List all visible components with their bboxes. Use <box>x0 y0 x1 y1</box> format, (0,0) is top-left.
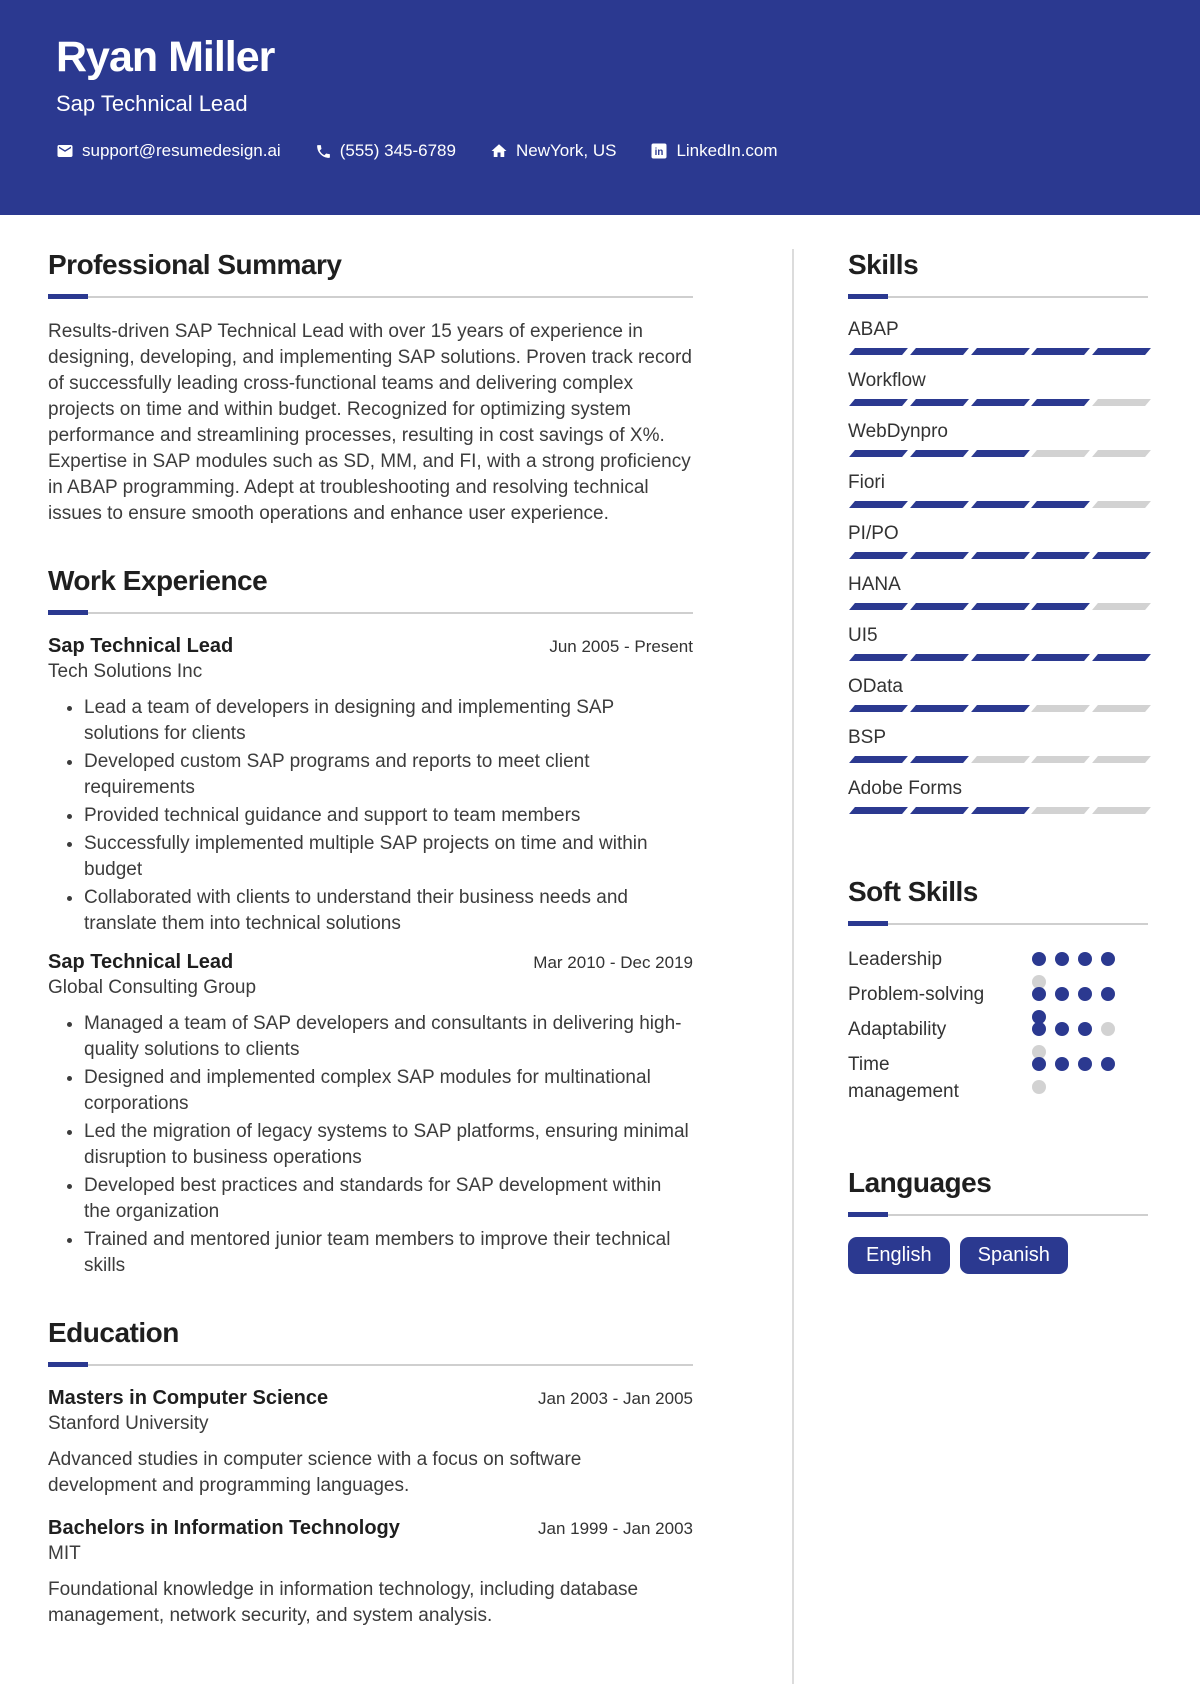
skill-bar-segment <box>849 603 908 610</box>
skill-item <box>848 625 1148 661</box>
skills-heading: Skills <box>848 249 919 280</box>
resume-header <box>0 0 1200 215</box>
rating-dot <box>1032 1022 1046 1036</box>
skill-bar-segment <box>1092 501 1151 508</box>
job-header-row <box>48 635 693 658</box>
skill-bar-segment <box>1092 654 1151 661</box>
language-chip: Spanish <box>960 1237 1068 1274</box>
job-dates: Jun 2005 - Present <box>549 637 693 656</box>
section-rule <box>848 1212 1148 1217</box>
skill-item <box>848 421 1148 457</box>
job-bullet: • Provided technical guidance and support to team members <box>84 803 693 829</box>
email-icon <box>56 142 74 160</box>
skill-bar-segment <box>1031 348 1090 355</box>
education-list <box>48 1387 693 1629</box>
person-name: Ryan Miller <box>56 33 275 81</box>
job-bullet-list <box>48 695 693 937</box>
skill-name: WebDynpro <box>848 421 948 442</box>
skill-bar-segment <box>971 450 1030 457</box>
rating-dot <box>1055 1057 1069 1071</box>
summary-heading: Professional Summary <box>48 249 342 280</box>
skill-bar <box>852 603 1148 610</box>
linkedin-icon <box>650 142 668 160</box>
soft-skill-row <box>848 1051 1148 1105</box>
skill-bar-segment <box>910 501 969 508</box>
skill-bar-segment <box>849 501 908 508</box>
soft-skill-dots <box>1032 952 1128 966</box>
soft-skill-name: Leadership <box>848 949 943 970</box>
soft-skill-row <box>848 981 1148 1008</box>
summary-section <box>48 249 693 527</box>
skill-bar-segment <box>910 348 969 355</box>
skill-name: BSP <box>848 727 887 748</box>
contact-text: support@resumedesign.ai <box>82 141 281 161</box>
phone-icon <box>315 143 332 160</box>
job-bullet: • Designed and implemented complex SAP modules for multinational corporations <box>84 1065 693 1117</box>
soft-skill-name: Problem-solving <box>848 984 985 1005</box>
languages-heading: Languages <box>848 1167 992 1198</box>
experience-heading: Work Experience <box>48 565 268 596</box>
skill-bar-segment <box>1031 399 1090 406</box>
rating-dot <box>1055 952 1069 966</box>
rating-dot <box>1101 952 1115 966</box>
skill-list <box>848 319 1148 814</box>
section-rule <box>848 921 1148 926</box>
rating-dot <box>1078 1057 1092 1071</box>
rating-dot <box>1101 1057 1115 1071</box>
person-job-title: Sap Technical Lead <box>56 91 248 117</box>
job-list <box>48 635 693 1279</box>
job-bullet: • Successfully implemented multiple SAP projects on time and within budget <box>84 831 693 883</box>
skill-bar-segment <box>971 756 1030 763</box>
skill-bar-segment <box>1031 603 1090 610</box>
section-rule <box>48 1362 693 1367</box>
skill-name: ABAP <box>848 319 899 340</box>
soft-skill-row <box>848 946 1148 973</box>
education-entry <box>48 1517 693 1629</box>
skill-bar-segment <box>1092 603 1151 610</box>
rating-dot <box>1055 1022 1069 1036</box>
skill-item <box>848 778 1148 814</box>
education-dates: Jan 2003 - Jan 2005 <box>537 1389 693 1408</box>
rule-line <box>48 612 693 614</box>
contact-row <box>56 141 1144 161</box>
skill-bar-segment <box>849 705 908 712</box>
skill-item <box>848 370 1148 406</box>
contact-item[interactable] <box>56 141 281 161</box>
language-chip: English <box>848 1237 950 1274</box>
rating-dot <box>1032 1057 1046 1071</box>
skill-bar-segment <box>971 501 1030 508</box>
education-dates: Jan 1999 - Jan 2003 <box>537 1519 693 1538</box>
content-columns <box>0 215 1200 1684</box>
job-dates: Mar 2010 - Dec 2019 <box>533 953 693 972</box>
skill-name: PI/PO <box>848 523 899 544</box>
education-section <box>48 1317 693 1629</box>
skill-bar-segment <box>971 348 1030 355</box>
school-name: MIT <box>48 1543 81 1564</box>
soft-skill-list <box>848 946 1148 1105</box>
skill-bar <box>852 450 1148 457</box>
skills-section <box>848 249 1148 814</box>
skill-bar-segment <box>910 654 969 661</box>
skill-bar-segment <box>849 348 908 355</box>
svg-text:in: in <box>655 147 664 159</box>
contact-item[interactable] <box>650 141 777 161</box>
skill-bar-segment <box>1092 756 1151 763</box>
rule-accent <box>48 1362 88 1367</box>
languages-section <box>848 1167 1148 1274</box>
skill-name: HANA <box>848 574 901 595</box>
skill-bar-segment <box>910 756 969 763</box>
skill-bar-segment <box>971 603 1030 610</box>
skill-bar <box>852 552 1148 559</box>
contact-item[interactable] <box>490 141 616 161</box>
skill-bar-segment <box>1092 552 1151 559</box>
soft-skill-row <box>848 1016 1148 1043</box>
job-bullet: • Lead a team of developers in designing and implementing SAP solutions for clients <box>84 695 693 747</box>
rule-accent <box>48 610 88 615</box>
skill-name: Adobe Forms <box>848 778 963 799</box>
skill-bar <box>852 654 1148 661</box>
rating-dot <box>1101 1022 1115 1036</box>
job-bullet: • Developed custom SAP programs and reports to meet client requirements <box>84 749 693 801</box>
skill-item <box>848 523 1148 559</box>
job-entry <box>48 951 693 1279</box>
skill-item <box>848 472 1148 508</box>
rating-dot <box>1055 987 1069 1001</box>
sidebar-column <box>848 249 1148 1684</box>
skill-bar-segment <box>910 450 969 457</box>
education-description: Advanced studies in computer science with a focus on software development and programming languages. <box>48 1449 582 1496</box>
skill-item <box>848 319 1148 355</box>
language-list <box>848 1237 1148 1274</box>
skill-bar-segment <box>971 399 1030 406</box>
skill-bar-segment <box>971 807 1030 814</box>
skill-bar <box>852 807 1148 814</box>
rating-dot <box>1032 1080 1046 1094</box>
skill-bar-segment <box>849 654 908 661</box>
education-header-row <box>48 1387 693 1410</box>
skill-bar-segment <box>1092 705 1151 712</box>
skill-bar-segment <box>1031 756 1090 763</box>
job-bullet: • Trained and mentored junior team members to improve their technical skills <box>84 1227 693 1279</box>
section-rule <box>48 294 693 299</box>
rule-line <box>48 1364 693 1366</box>
skill-bar-segment <box>1031 705 1090 712</box>
education-heading: Education <box>48 1317 179 1348</box>
job-bullet: • Led the migration of legacy systems to SAP platforms, ensuring minimal disruption to business operations <box>84 1119 693 1171</box>
skill-bar <box>852 705 1148 712</box>
education-entry <box>48 1387 693 1499</box>
job-bullet: • Managed a team of SAP developers and consultants in delivering high-quality solutions to clients <box>84 1011 693 1063</box>
rule-line <box>848 923 1148 925</box>
skill-bar-segment <box>971 654 1030 661</box>
skill-bar-segment <box>1031 450 1090 457</box>
skill-bar-segment <box>1092 348 1151 355</box>
degree-text: Bachelors in Information Technology <box>48 1517 400 1539</box>
rating-dot <box>1032 952 1046 966</box>
column-divider <box>792 249 794 1684</box>
rating-dot <box>1101 987 1115 1001</box>
rating-dot <box>1078 1022 1092 1036</box>
job-bullet-list <box>48 1011 693 1279</box>
skill-bar-segment <box>910 399 969 406</box>
education-description: Foundational knowledge in information technology, including database management, network security, and system analysis. <box>48 1579 639 1626</box>
skill-bar-segment <box>1092 399 1151 406</box>
school-name: Stanford University <box>48 1413 209 1434</box>
soft-skills-section <box>848 876 1148 1105</box>
experience-section <box>48 565 693 1279</box>
contact-text: LinkedIn.com <box>676 141 778 161</box>
skill-bar-segment <box>971 705 1030 712</box>
skill-bar-segment <box>971 552 1030 559</box>
job-bullet: • Collaborated with clients to understand their business needs and translate them into technical solutions <box>84 885 693 937</box>
soft-skill-name: Adaptability <box>848 1019 947 1040</box>
soft-skill-dots <box>1032 1057 1128 1071</box>
skill-item <box>848 574 1148 610</box>
rule-accent <box>848 294 888 299</box>
skill-bar-segment <box>849 552 908 559</box>
skill-bar <box>852 501 1148 508</box>
job-title-text: Sap Technical Lead <box>48 951 234 973</box>
skill-bar-segment <box>849 399 908 406</box>
rule-accent <box>48 294 88 299</box>
skill-bar-segment <box>1092 450 1151 457</box>
rule-line <box>48 296 693 298</box>
section-rule <box>848 294 1148 299</box>
job-company: Global Consulting Group <box>48 977 257 998</box>
skill-name: Fiori <box>848 472 885 493</box>
home-icon <box>490 142 508 160</box>
summary-text: Results-driven SAP Technical Lead with over 15 years of experience in designing, developing, and implementing SAP solutions. Proven track record of successfully leading cross-functional teams and delivering complex projects on time and within budget. Recognized for optimizing system performance and streamlining processes, resulting in cost savings of X%. Expertise in SAP modules such as SD, MM, and FI, with a strong proficiency in ABAP programming. Adept at troubleshooting and resolving technical issues to ensure smooth operations and enhance user experience. <box>48 321 692 524</box>
skill-bar-segment <box>910 603 969 610</box>
job-bullet: • Developed best practices and standards for SAP development within the organization <box>84 1173 693 1225</box>
rule-accent <box>848 1212 888 1217</box>
skill-bar-segment <box>910 705 969 712</box>
skill-bar-segment <box>1031 552 1090 559</box>
section-rule <box>48 610 693 615</box>
job-title-text: Sap Technical Lead <box>48 635 234 657</box>
rating-dot <box>1032 987 1046 1001</box>
skill-name: UI5 <box>848 625 878 646</box>
rule-line <box>848 296 1148 298</box>
skill-bar <box>852 348 1148 355</box>
skill-item <box>848 727 1148 763</box>
skill-bar-segment <box>1092 807 1151 814</box>
skill-bar-segment <box>910 807 969 814</box>
contact-text: NewYork, US <box>515 141 617 161</box>
skill-name: Workflow <box>848 370 926 391</box>
contact-item[interactable] <box>315 141 456 161</box>
skill-bar-segment <box>849 450 908 457</box>
soft-skills-heading: Soft Skills <box>848 876 978 907</box>
soft-skill-dots <box>1032 1022 1128 1036</box>
job-header-row <box>48 951 693 974</box>
soft-skill-name: Time management <box>848 1054 959 1102</box>
skill-name: OData <box>848 676 903 697</box>
skill-bar-segment <box>849 756 908 763</box>
skill-bar-segment <box>1031 501 1090 508</box>
skill-bar-segment <box>1031 807 1090 814</box>
degree-text: Masters in Computer Science <box>48 1387 329 1409</box>
main-column <box>48 249 693 1684</box>
contact-text: (555) 345-6789 <box>339 141 456 161</box>
skill-item <box>848 676 1148 712</box>
education-header-row <box>48 1517 693 1540</box>
job-company: Tech Solutions Inc <box>48 661 203 682</box>
rating-dot <box>1078 987 1092 1001</box>
rule-line <box>848 1214 1148 1216</box>
soft-skill-dots <box>1032 987 1128 1001</box>
skill-bar-segment <box>1031 654 1090 661</box>
skill-bar-segment <box>910 552 969 559</box>
job-entry <box>48 635 693 937</box>
rating-dot <box>1078 952 1092 966</box>
skill-bar <box>852 399 1148 406</box>
rule-accent <box>848 921 888 926</box>
skill-bar-segment <box>849 807 908 814</box>
skill-bar <box>852 756 1148 763</box>
